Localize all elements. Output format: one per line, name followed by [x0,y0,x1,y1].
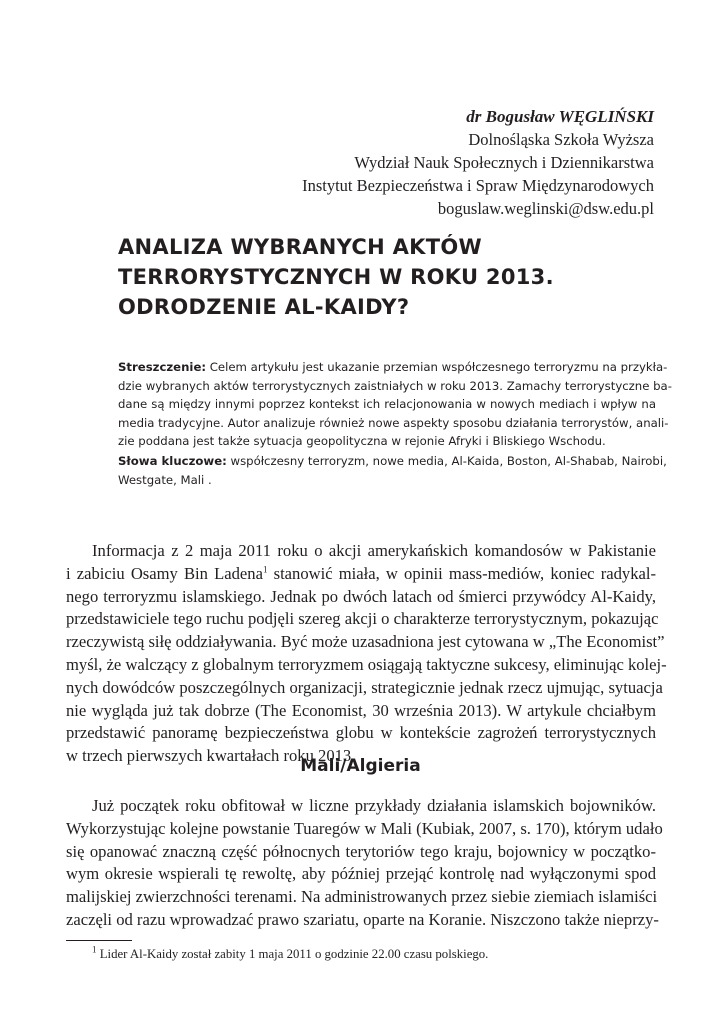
title-line: ODRODZENIE AL-KAIDY? [118,295,410,319]
paragraph-line: Już początek roku obfitował w liczne przykłady działania islamskich bojowników. [92,796,656,815]
abstract-line: dane są między innymi poprzez kontekst ich relacjonowania w nowych mediach i wpływ na [118,397,656,411]
affiliation-faculty: Wydział Nauk Społecznych i Dziennikarstwa [354,153,654,172]
paragraph-line: w trzech pierwszych kwartałach roku 2013. [66,746,356,766]
paragraph-line: malijskiej zwierzchności terenami. Na administrowanych przez siebie ziemiach islamiści [66,887,658,907]
footnote [92,946,488,962]
abstract [118,358,672,451]
abstract-line: media tradycyjne. Autor analizuje również nowe aspekty sposobu działania terrorystów, anali- [118,415,669,430]
paragraph-line: wym okresie wspierali tę rewoltę, aby później przejąć kontrolę nad wyłączonymi spod [66,864,656,884]
paragraph-line: przedstawić panoramę bezpieczeństwa globu w kontekście zagrożeń terrorystycznych [66,723,656,743]
author-name: dr Bogusław WĘGLIŃSKI [466,107,654,126]
abstract-label: Streszczenie: [118,360,207,374]
paragraph-line: nie wygląda już tak dobrze (The Economist, 30 września 2013). W artykule chciałbym [66,700,656,720]
footnote-text: Lider Al-Kaidy został zabity 1 maja 2011 o godzinie 22.00 czasu polskiego. [99,947,489,961]
keywords-line: Westgate, Mali . [118,472,212,487]
footnote-number: 1 [92,944,97,955]
paragraph-intro [66,540,667,768]
section-heading: Mali/Algieria [300,756,421,776]
footnote-divider [66,940,132,941]
affiliation-university: Dolnośląska Szkoła Wyższa [468,130,654,149]
keywords-label: Słowa kluczowe: [118,454,227,468]
paragraph-line: przedstawiciele tego ruchu podjęli szereg akcji o charakterze terrorystycznym, pokazując [66,609,659,629]
keywords [118,452,667,489]
abstract-line: dzie wybranych aktów terrorystycznych zaistniałych w roku 2013. Zamachy terrorystyczne ba- [118,378,672,393]
keywords-line: Słowa kluczowe: współczesny terroryzm, nowe media, Al-Kaida, Boston, Al-Shabab, Nairobi, [118,454,667,468]
author-email[interactable]: boguslaw.weglinski@dsw.edu.pl [437,199,654,218]
abstract-line: Streszczenie: Celem artykułu jest ukazanie przemian współczesnego terroryzmu na przykła- [118,360,668,374]
article-title [118,232,638,322]
footnote-ref[interactable]: 1 [262,564,268,575]
paragraph-line: się opanować znaczną część północnych terytoriów tego kraju, bojownicy w początko- [66,841,656,861]
paragraph-line: i zabiciu Osamy Bin Ladena$^1$ stanowić miała, w opinii mass-mediów, koniec radykal- [66,563,656,583]
paragraph-line: Wykorzystując kolejne powstanie Tuaregów w Mali (Kubiak, 2007, s. 170), którym udało [66,818,663,838]
title-line: TERRORYSTYCZNYCH W ROKU 2013. [118,265,554,289]
author-block [302,105,654,220]
paragraph-line: nych dowódców poszczególnych organizacji, strategicznie jednak rzecz ujmując, sytuacja [66,677,663,697]
title-line: ANALIZA WYBRANYCH AKTÓW [118,235,482,259]
paragraph-line: rzeczywistą siłę oddziaływania. Być może uzasadniona jest cytowana w „The Economist” [66,632,665,652]
paragraph-mali [66,795,663,932]
paragraph-line: Informacja z 2 maja 2011 roku o akcji amerykańskich komandosów w Pakistanie [92,541,656,560]
abstract-line: zie poddana jest także sytuacja geopolityczna w rejonie Afryki i Bliskiego Wschodu. [118,434,606,448]
paragraph-line: zaczęli od razu wprowadzać prawo szariatu, oparte na Koranie. Niszczono także nieprzy- [66,909,659,929]
paragraph-line: myśl, że walczący z globalnym terroryzmem osiągają taktyczne sukcesy, eliminując kolej- [66,654,667,674]
paragraph-line: nego terroryzmu islamskiego. Jednak po dwóch latach od śmierci przywódcy Al-Kaidy, [66,586,656,606]
affiliation-institute: Instytut Bezpieczeństwa i Spraw Międzynarodowych [302,176,654,195]
